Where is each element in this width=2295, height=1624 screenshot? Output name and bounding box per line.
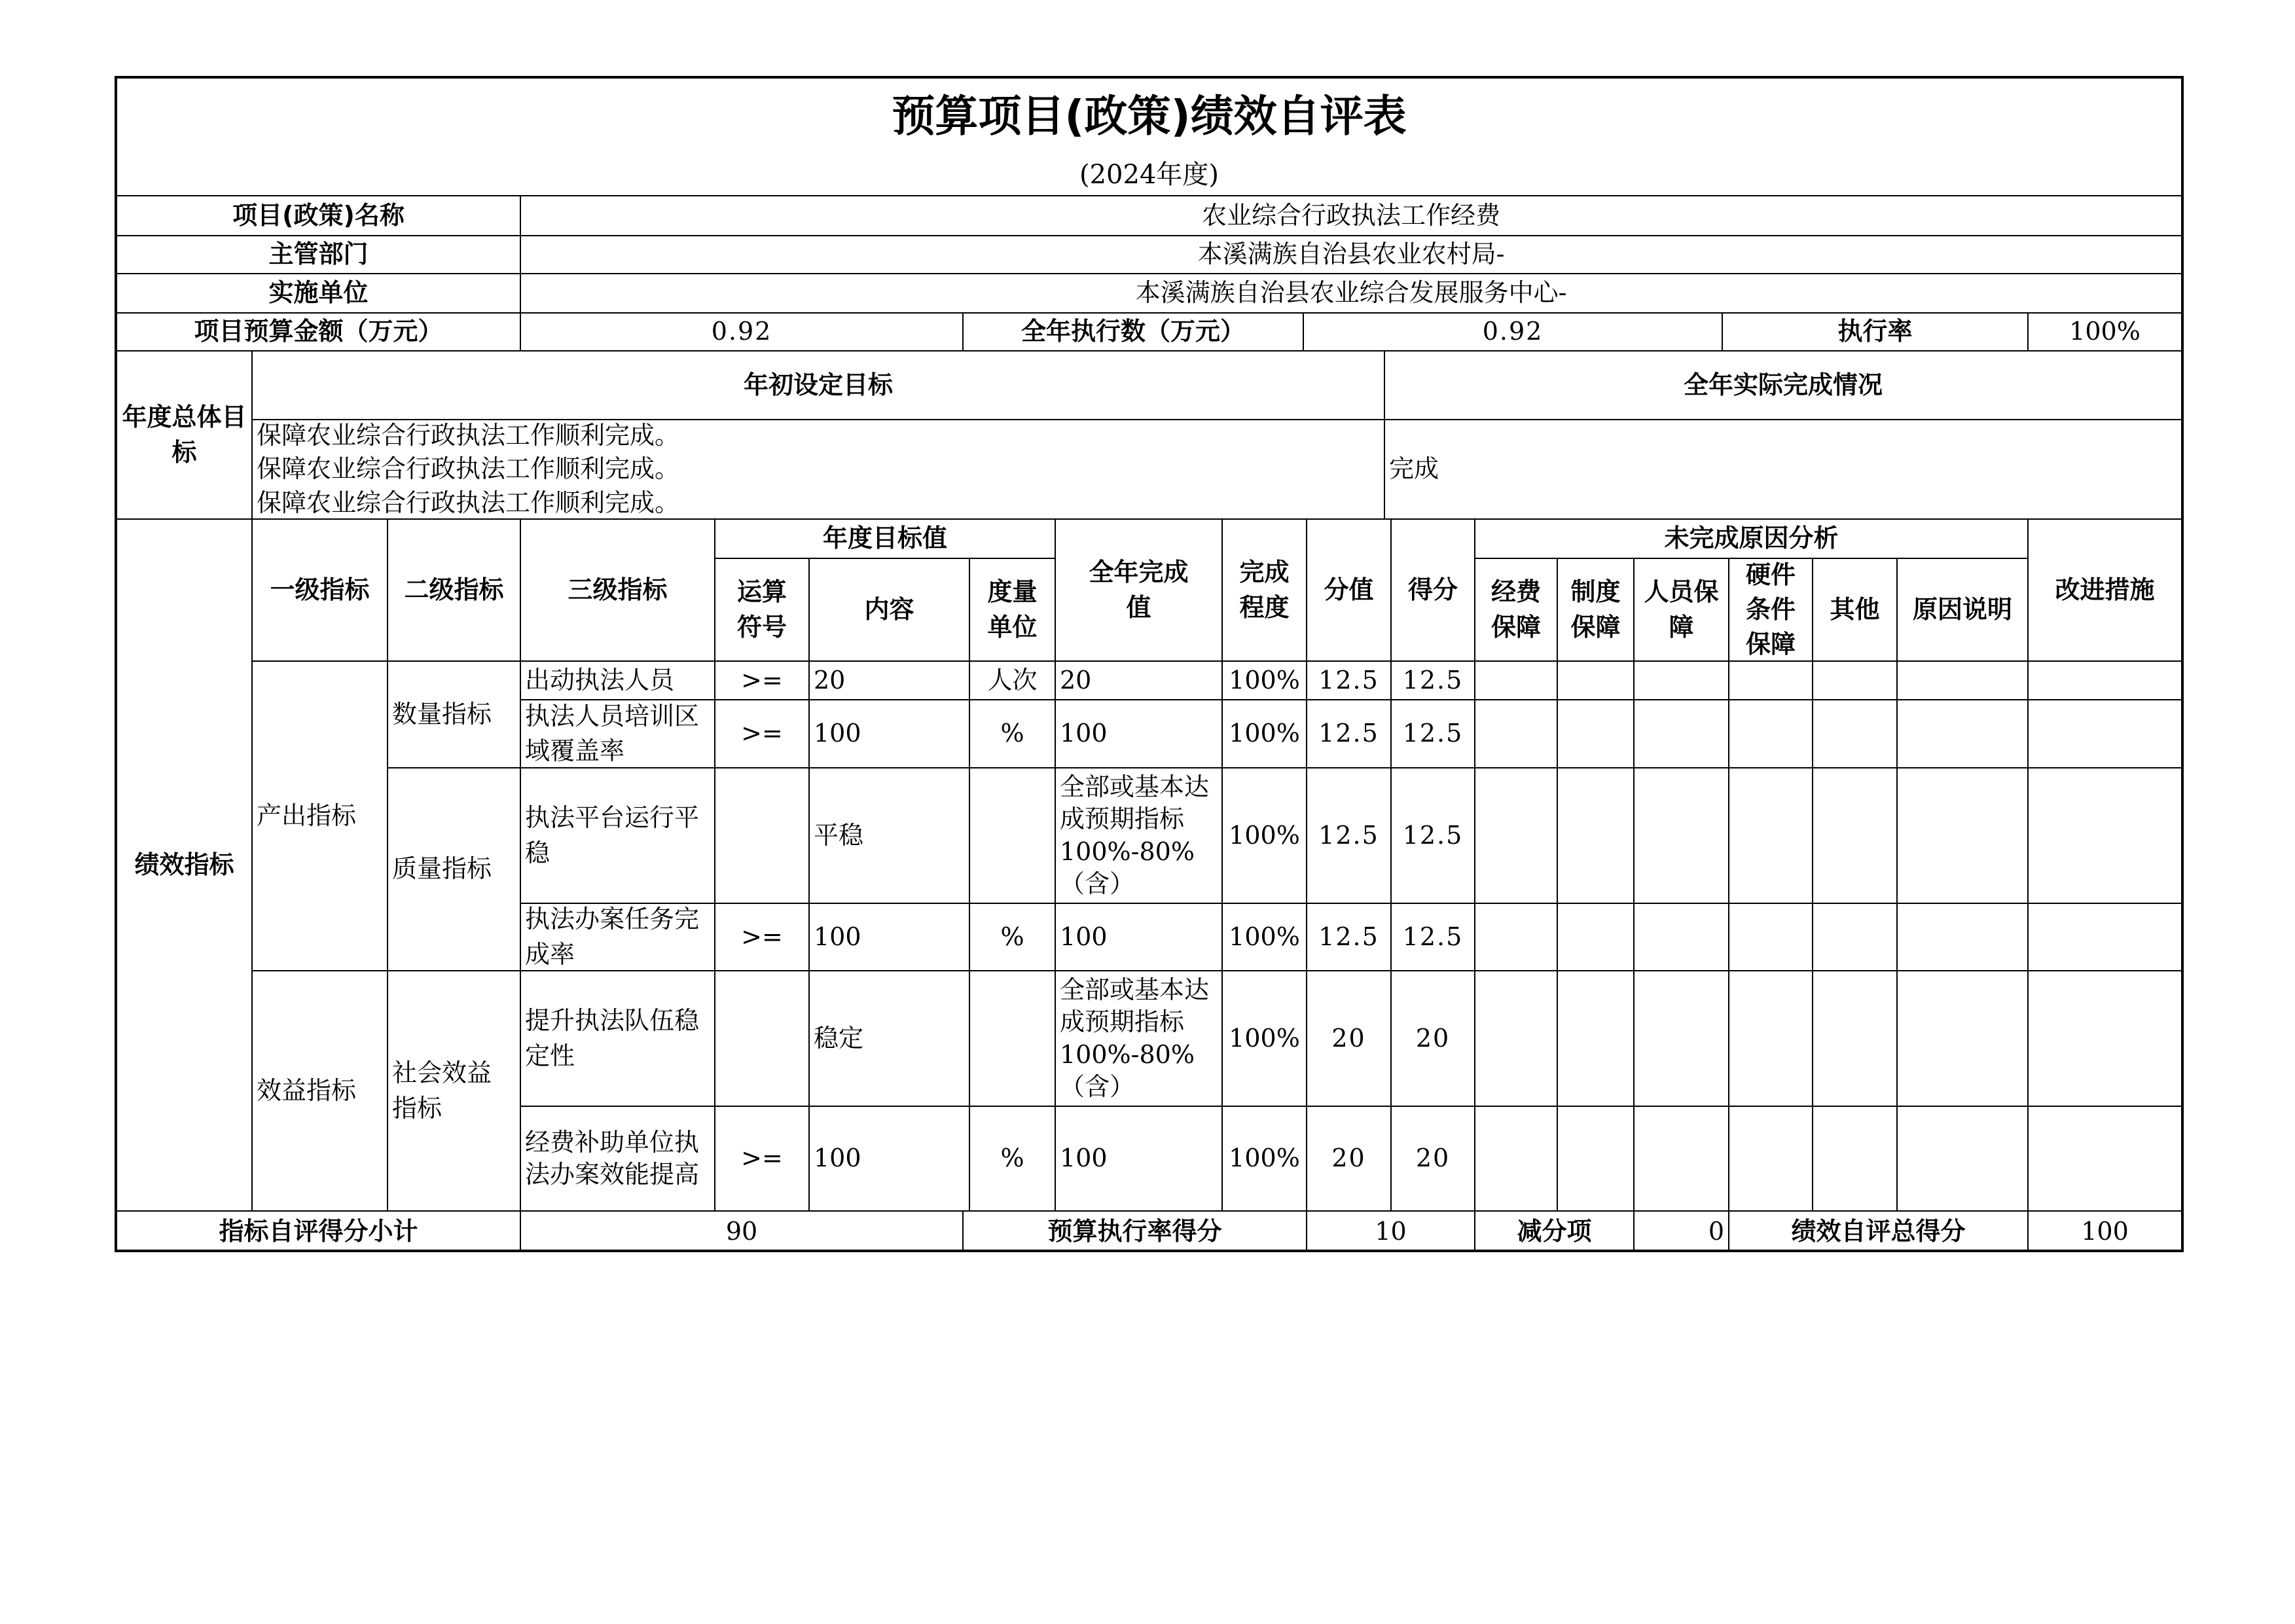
page-title: 预算项目(政策)绩效自评表 <box>892 90 1407 141</box>
row-actual: 20 <box>1056 662 1223 700</box>
goal-line: 保障农业综合行政执法工作顺利完成。 <box>257 454 680 484</box>
row-actual: 全部或基本达成预期指标100%-80%（含） <box>1056 768 1223 904</box>
empty-cell <box>1635 662 1729 700</box>
goal-set-header: 年初设定目标 <box>253 352 1385 420</box>
row-value: 12.5 <box>1307 662 1392 700</box>
empty-cell <box>1475 971 1558 1107</box>
empty-cell <box>1898 700 2029 768</box>
row-unit: 人次 <box>970 662 1056 700</box>
goal-actual-header: 全年实际完成情况 <box>1385 352 2181 420</box>
header-reason: 未完成原因分析 <box>1475 520 2029 559</box>
project-name: 农业综合行政执法工作经费 <box>521 196 2181 236</box>
empty-cell <box>1813 768 1898 904</box>
header-score: 得分 <box>1392 520 1475 662</box>
empty-cell <box>1558 1107 1635 1212</box>
performance-table <box>115 76 2184 1252</box>
dept: 本溪满族自治县农业农村局- <box>521 236 2181 274</box>
goal-set-text <box>253 420 1385 520</box>
empty-cell <box>1813 904 1898 971</box>
row-name: 经费补助单位执法办案效能提高 <box>521 1107 715 1212</box>
row-unit: % <box>970 700 1056 768</box>
empty-cell <box>1729 662 1813 700</box>
row-op: >= <box>715 700 810 768</box>
row-degree: 100% <box>1223 971 1307 1107</box>
row-name: 执法平台运行平稳 <box>521 768 715 904</box>
empty-cell <box>2029 904 2181 971</box>
total-label: 绩效自评总得分 <box>1729 1212 2029 1252</box>
empty-cell <box>1558 700 1635 768</box>
row-content: 平稳 <box>810 768 970 904</box>
deduct-label: 减分项 <box>1475 1212 1635 1252</box>
empty-cell <box>2029 768 2181 904</box>
row-degree: 100% <box>1223 904 1307 971</box>
goal-actual-text: 完成 <box>1385 420 2181 520</box>
empty-cell <box>1475 768 1558 904</box>
empty-cell <box>1635 768 1729 904</box>
page-subtitle: (2024年度) <box>117 154 2181 196</box>
row-degree: 100% <box>1223 768 1307 904</box>
budget-score-value: 10 <box>1307 1212 1475 1252</box>
row-content: 100 <box>810 1107 970 1212</box>
row-content: 100 <box>810 904 970 971</box>
empty-cell <box>1475 904 1558 971</box>
empty-cell <box>1635 904 1729 971</box>
row-unit <box>970 971 1056 1107</box>
exec-label: 全年执行数（万元） <box>964 314 1304 352</box>
header-r-staff: 人员保障 <box>1635 559 1729 662</box>
goal-line: 保障农业综合行政执法工作顺利完成。 <box>257 421 680 450</box>
empty-cell <box>1635 1107 1729 1212</box>
row-actual: 100 <box>1056 904 1223 971</box>
perf-label: 绩效指标 <box>117 520 253 1212</box>
rate-label: 执行率 <box>1723 314 2029 352</box>
deduct-value: 0 <box>1635 1212 1729 1252</box>
row-actual: 100 <box>1056 1107 1223 1212</box>
row-actual: 全部或基本达成预期指标100%-80%（含） <box>1056 971 1223 1107</box>
empty-cell <box>1813 971 1898 1107</box>
header-score-value: 分值 <box>1307 520 1392 662</box>
header-r-desc: 原因说明 <box>1898 559 2029 662</box>
subtotal-label: 指标自评得分小计 <box>117 1212 521 1252</box>
header-l2: 二级指标 <box>388 520 521 662</box>
row-name: 执法人员培训区域覆盖率 <box>521 700 715 768</box>
empty-cell <box>1898 1107 2029 1212</box>
header-degree: 完成程度 <box>1223 520 1307 662</box>
total-value: 100 <box>2081 1217 2129 1246</box>
row-unit: % <box>970 904 1056 971</box>
row-op: >= <box>715 1107 810 1212</box>
empty-cell <box>2029 971 2181 1107</box>
row-op: >= <box>715 904 810 971</box>
exec-value: 0.92 <box>1304 314 1723 352</box>
header-actual: 全年完成值 <box>1056 520 1223 662</box>
row-actual: 100 <box>1056 700 1223 768</box>
rate-value: 100% <box>2029 314 2181 352</box>
empty-cell <box>1729 700 1813 768</box>
row-degree: 100% <box>1223 1107 1307 1212</box>
header-r-funds: 经费保障 <box>1475 559 1558 662</box>
header-content: 内容 <box>810 559 970 662</box>
header-l3: 三级指标 <box>521 520 715 662</box>
header-op: 运算符号 <box>715 559 810 662</box>
row-score: 12.5 <box>1392 700 1475 768</box>
empty-cell <box>1475 700 1558 768</box>
group-benefit: 效益指标 <box>253 971 388 1212</box>
empty-cell <box>1635 971 1729 1107</box>
empty-cell <box>1898 662 2029 700</box>
empty-cell <box>1898 904 2029 971</box>
header-r-other: 其他 <box>1813 559 1898 662</box>
row-score: 12.5 <box>1392 904 1475 971</box>
row-op: >= <box>715 662 810 700</box>
row-content: 100 <box>810 700 970 768</box>
empty-cell <box>1813 700 1898 768</box>
dept-label: 主管部门 <box>117 236 521 274</box>
header-unit: 度量单位 <box>970 559 1056 662</box>
empty-cell <box>1558 768 1635 904</box>
row-op <box>715 971 810 1107</box>
row-score: 20 <box>1392 971 1475 1107</box>
empty-cell <box>1898 971 2029 1107</box>
row-value: 20 <box>1307 1107 1392 1212</box>
header-r-system: 制度保障 <box>1558 559 1635 662</box>
row-content: 20 <box>810 662 970 700</box>
row-unit <box>970 768 1056 904</box>
row-value: 20 <box>1307 971 1392 1107</box>
empty-cell <box>1558 904 1635 971</box>
subtotal-value: 90 <box>521 1212 964 1252</box>
empty-cell <box>2029 1107 2181 1212</box>
empty-cell <box>1635 700 1729 768</box>
empty-cell <box>1729 971 1813 1107</box>
row-value: 12.5 <box>1307 768 1392 904</box>
empty-cell <box>1729 768 1813 904</box>
empty-cell <box>1475 662 1558 700</box>
budget-value: 0.92 <box>521 314 964 352</box>
empty-cell <box>1813 1107 1898 1212</box>
row-score: 12.5 <box>1392 768 1475 904</box>
group-social: 社会效益指标 <box>388 971 521 1212</box>
row-score: 20 <box>1392 1107 1475 1212</box>
empty-cell <box>1558 662 1635 700</box>
row-name: 出动执法人员 <box>521 662 715 700</box>
empty-cell <box>2029 700 2181 768</box>
unit-label: 实施单位 <box>117 274 521 314</box>
row-score: 12.5 <box>1392 662 1475 700</box>
row-unit: % <box>970 1107 1056 1212</box>
project-name-label: 项目(政策)名称 <box>117 196 521 236</box>
empty-cell <box>1475 1107 1558 1212</box>
header-target: 年度目标值 <box>715 520 1056 559</box>
budget-label: 项目预算金额（万元） <box>117 314 521 352</box>
empty-cell <box>1898 768 2029 904</box>
row-name: 提升执法队伍稳定性 <box>521 971 715 1107</box>
header-improve: 改进措施 <box>2029 520 2181 662</box>
empty-cell <box>1558 971 1635 1107</box>
empty-cell <box>1729 1107 1813 1212</box>
group-quantity: 数量指标 <box>388 662 521 768</box>
group-output: 产出指标 <box>253 662 388 971</box>
goal-line: 保障农业综合行政执法工作顺利完成。 <box>257 488 680 517</box>
row-degree: 100% <box>1223 700 1307 768</box>
unit: 本溪满族自治县农业综合发展服务中心- <box>521 274 2181 314</box>
budget-score-label: 预算执行率得分 <box>964 1212 1307 1252</box>
row-value: 12.5 <box>1307 700 1392 768</box>
header-l1: 一级指标 <box>253 520 388 662</box>
group-quality: 质量指标 <box>388 768 521 971</box>
goal-label: 年度总体目标 <box>117 352 253 520</box>
row-degree: 100% <box>1223 662 1307 700</box>
empty-cell <box>1813 662 1898 700</box>
row-op <box>715 768 810 904</box>
row-content: 稳定 <box>810 971 970 1107</box>
empty-cell <box>1729 904 1813 971</box>
row-value: 12.5 <box>1307 904 1392 971</box>
row-name: 执法办案任务完成率 <box>521 904 715 971</box>
header-r-hardware: 硬件条件保障 <box>1729 559 1813 662</box>
empty-cell <box>2029 662 2181 700</box>
